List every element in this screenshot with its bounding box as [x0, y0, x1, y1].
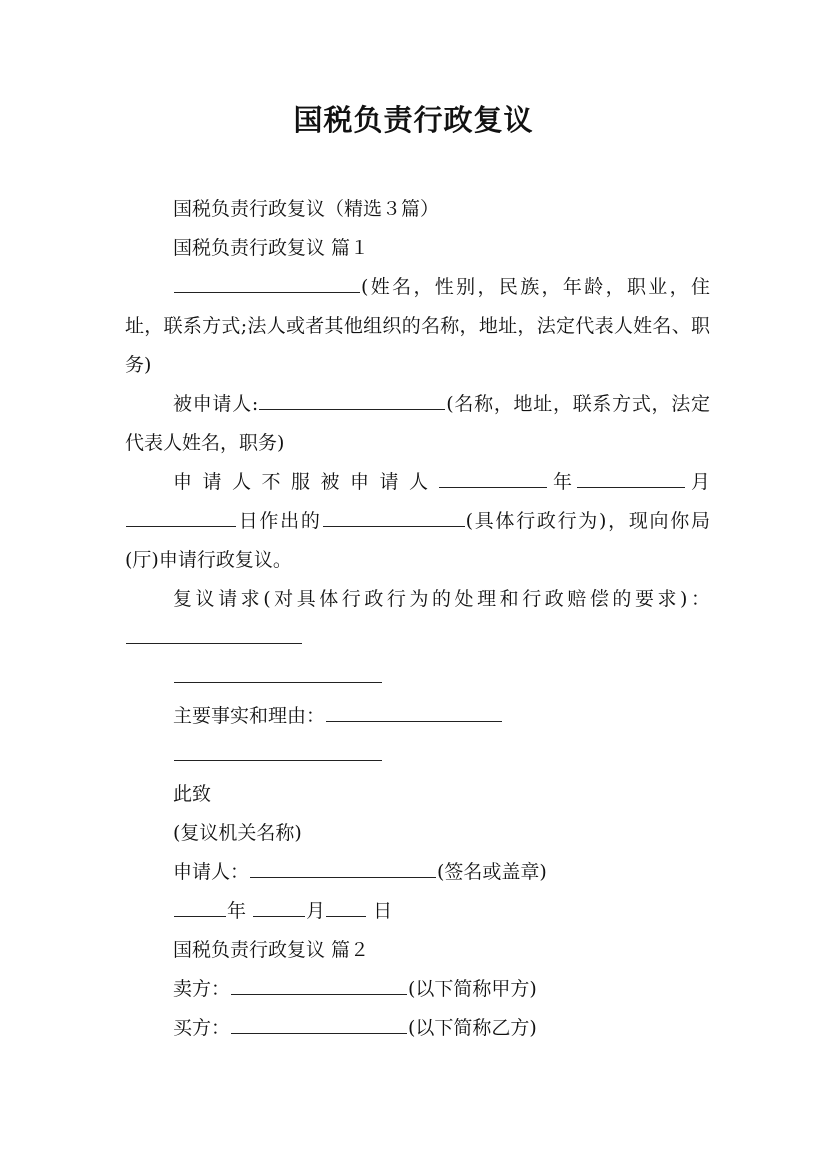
facts-extra-blank	[174, 738, 382, 761]
buyer-line	[125, 1009, 710, 1048]
dispute-day-blank	[126, 504, 236, 527]
subtitle-line	[125, 190, 710, 229]
applicant-blank	[174, 270, 360, 293]
date-day: 日	[373, 900, 393, 922]
applicant-sign-label: 申请人：	[173, 861, 250, 883]
facts-label: 主要事实和理由：	[173, 705, 326, 727]
request-extra-blank	[174, 660, 382, 683]
facts-blank	[326, 699, 502, 722]
respondent-blank	[259, 387, 445, 410]
dispute-day-made: 日作出的	[237, 510, 322, 532]
agency: (复议机关名称)	[173, 822, 302, 844]
buyer-blank	[231, 1011, 407, 1034]
date-line	[125, 892, 710, 931]
subtitle: 国税负责行政复议（精选３篇）	[173, 198, 440, 220]
applicant-sign-blank	[250, 855, 436, 878]
dispute-prefix: 申请人不服被申请人	[173, 471, 439, 493]
dispute-suffix: (具体行政行为)，现向你局(厅)申请行政复议。	[125, 510, 710, 571]
dispute-year-blank	[439, 465, 547, 488]
facts-extra-line	[125, 736, 710, 775]
date-month: 月	[306, 900, 326, 922]
buyer-note: (以下简称乙方)	[408, 1017, 537, 1039]
date-month-blank	[253, 894, 305, 917]
dispute-month: 月	[686, 471, 710, 493]
date-year-blank	[174, 894, 226, 917]
dispute-act-blank	[323, 504, 465, 527]
document-title: 国税负责行政复议	[293, 103, 534, 137]
document-body	[125, 190, 710, 1048]
request-extra-line	[125, 658, 710, 697]
applicant-sign-line	[125, 853, 710, 892]
part2-heading-line	[125, 931, 710, 970]
part2-heading: 国税负责行政复议 篇２	[173, 939, 370, 961]
dispute-month-blank	[577, 465, 685, 488]
request-blank	[126, 621, 302, 644]
sign-note: (签名或盖章)	[437, 861, 547, 883]
request-paragraph	[125, 580, 710, 658]
agency-line	[125, 814, 710, 853]
buyer-label: 买方：	[173, 1017, 231, 1039]
respondent-info: (名称，地址，联系方式，法定代表人姓名，职务)	[125, 393, 710, 454]
seller-note: (以下简称甲方)	[408, 978, 537, 1000]
seller-label: 卖方：	[173, 978, 231, 1000]
salutation: 此致	[173, 783, 212, 805]
part1-heading: 国税负责行政复议 篇１	[173, 237, 370, 259]
dispute-year: 年	[548, 471, 577, 493]
facts-paragraph	[125, 697, 710, 736]
seller-line	[125, 970, 710, 1009]
date-year: 年	[227, 900, 247, 922]
applicant-info: (姓名，性别，民族，年龄，职业，住址，联系方式;法人或者其他组织的名称，地址，法定代表人姓名、职务)	[125, 276, 710, 376]
seller-blank	[231, 972, 407, 995]
applicant-info-paragraph	[125, 268, 710, 385]
respondent-label: 被申请人:	[173, 393, 259, 415]
request-label: 复议请求(对具体行政行为的处理和行政赔偿的要求)：	[173, 588, 710, 610]
salutation-line	[125, 775, 710, 814]
respondent-paragraph	[125, 385, 710, 463]
date-day-blank	[326, 894, 366, 917]
dispute-paragraph	[125, 463, 710, 580]
part1-heading-line	[125, 229, 710, 268]
